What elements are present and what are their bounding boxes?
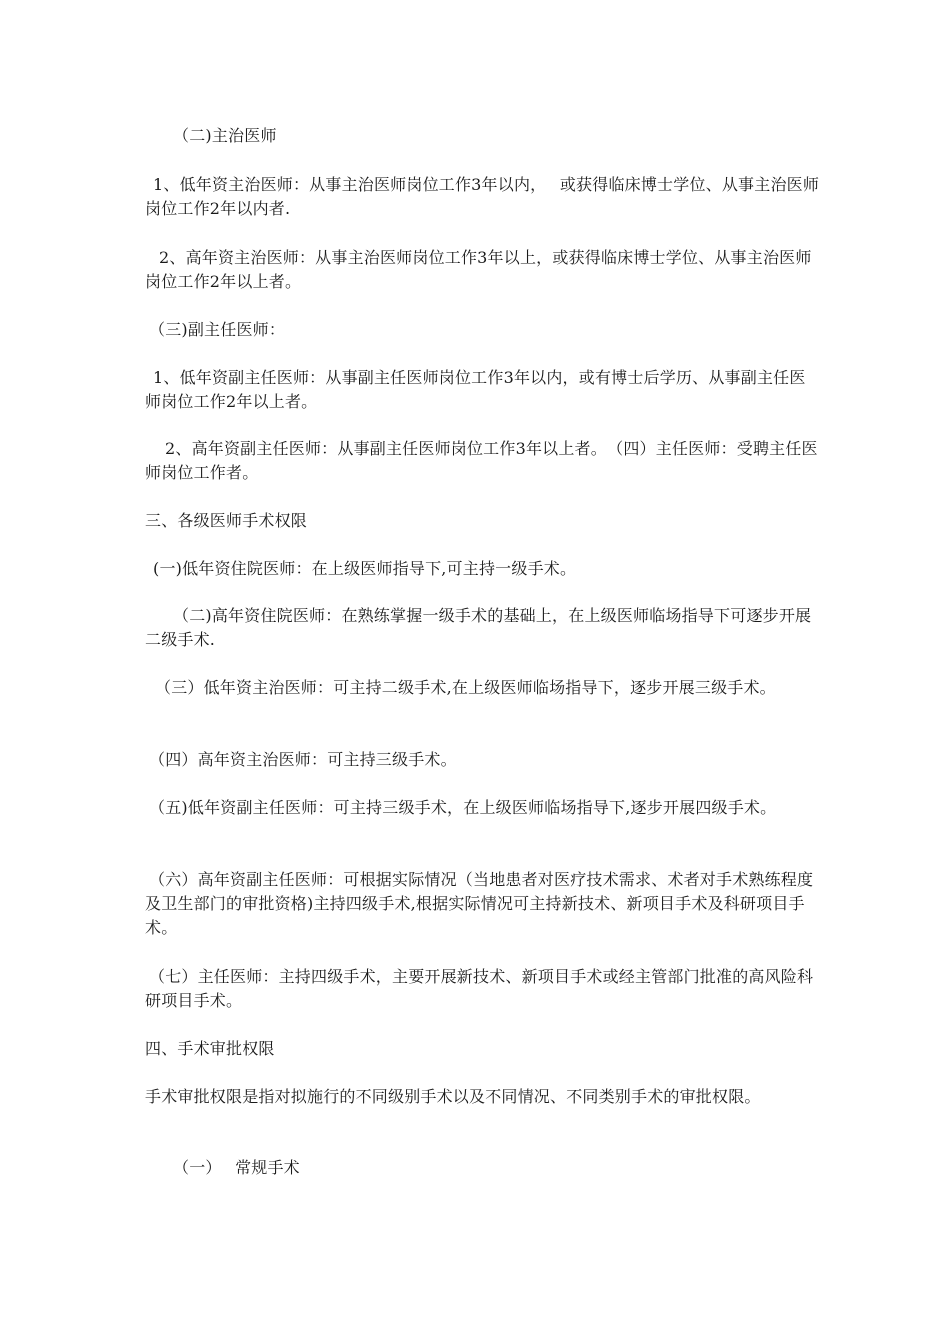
paragraph-approval-definition: 手术审批权限是指对拟施行的不同级别手术以及不同情况、不同类别手术的审批权限。: [145, 1087, 761, 1106]
paragraph-senior-attending-surgery: （四）高年资主治医师：可主持三级手术。: [149, 750, 457, 769]
paragraph-senior-resident: （二)高年资住院医师：在熟练掌握一级手术的基础上，在上级医师临场指导下可逐步开展二级手术.: [145, 606, 812, 649]
paragraph-junior-attending: 1、低年资主治医师：从事主治医师岗位工作3年以内， 或获得临床博士学位、从事主治医师岗位工作2年以内者.: [145, 175, 820, 218]
heading-surgery-approval: 四、手术审批权限: [145, 1039, 275, 1058]
heading-surgery-privileges: 三、各级医师手术权限: [145, 511, 308, 530]
heading-routine-surgery: （一） 常规手术: [173, 1158, 300, 1177]
paragraph-senior-associate-chief: 2、高年资副主任医师：从事副主任医师岗位工作3年以上者。 （四）主任医师：受聘主任医师岗位工作者。: [145, 439, 818, 482]
paragraph-junior-associate-chief: 1、低年资副主任医师：从事副主任医师岗位工作3年以内，或有博士后学历、从事副主任医师岗位工作2年以上者。: [145, 368, 806, 411]
paragraph-senior-attending: 2、高年资主治医师：从事主治医师岗位工作3年以上，或获得临床博士学位、从事主治医师岗位工作2年以上者。: [145, 248, 812, 291]
paragraph-chief-physician-surgery: （七）主任医师：主持四级手术，主要开展新技术、新项目手术或经主管部门批准的高风险科研项目手术。: [145, 967, 814, 1010]
paragraph-junior-attending-surgery: （三）低年资主治医师：可主持二级手术,在上级医师临场指导下，逐步开展三级手术。: [155, 678, 776, 697]
paragraph-junior-associate-chief-surgery: （五)低年资副主任医师：可主持三级手术，在上级医师临场指导下,逐步开展四级手术。: [149, 798, 777, 817]
paragraph-junior-resident: (一)低年资住院医师：在上级医师指导下,可主持一级手术。: [153, 559, 577, 578]
paragraph-senior-associate-chief-surgery: （六）高年资副主任医师：可根据实际情况（当地患者对医疗技术需求、术者对手术熟练程度及卫生部门的审批资格)主持四级手术,根据实际情况可主持新技术、新项目手术及科研项目手术。: [145, 870, 814, 937]
heading-attending-physician: （二)主治医师: [173, 126, 277, 145]
heading-associate-chief: （三)副主任医师：: [149, 320, 286, 339]
